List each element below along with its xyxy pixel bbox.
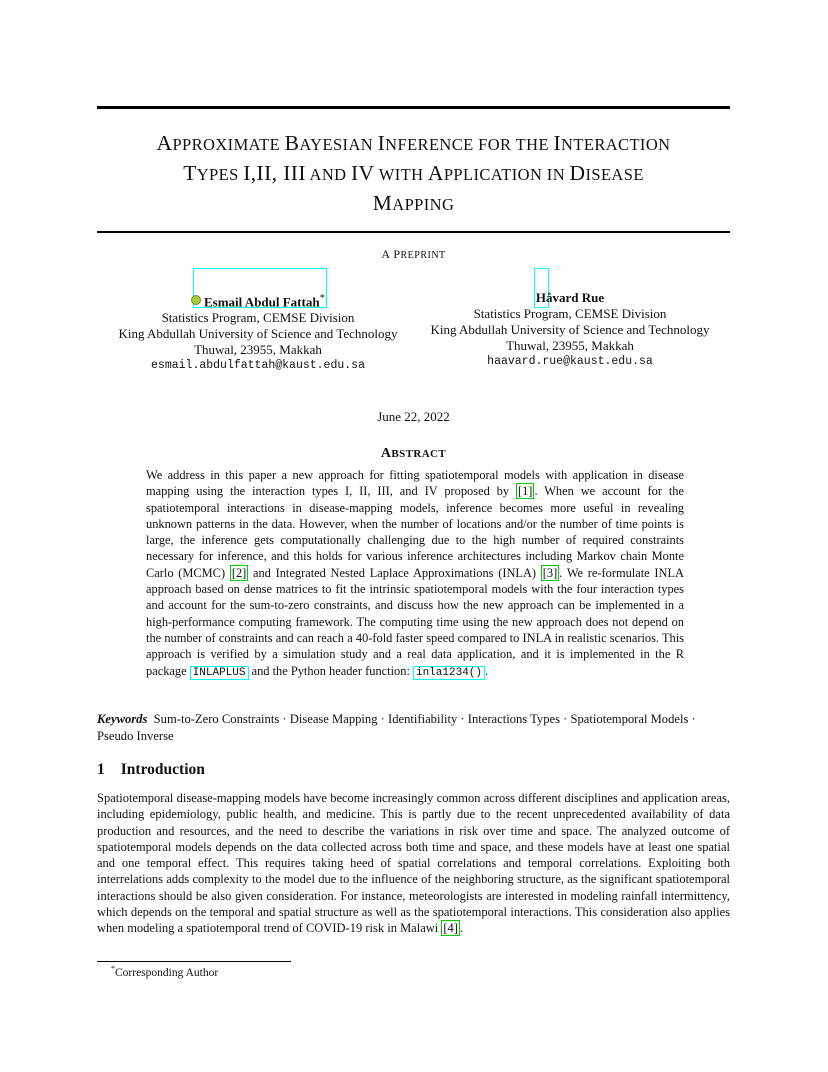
title-line-2: TYPES I,II, III AND IV WITH APPLICATION IN DISEASE bbox=[183, 161, 644, 185]
author-2-email[interactable]: haavard.rue@kaust.edu.sa bbox=[487, 355, 653, 368]
author-1-footnote-mark: * bbox=[319, 292, 325, 304]
abstract-heading: ABSTRACT bbox=[380, 446, 447, 461]
author-1-block bbox=[97, 290, 419, 374]
paper-title bbox=[97, 129, 730, 219]
author-1-address: Thuwal, 23955, Makkah bbox=[194, 342, 322, 358]
title-line-3: MAPPING bbox=[372, 191, 455, 215]
section-heading: 1 Introduction bbox=[97, 761, 205, 778]
keywords-label: Keywords bbox=[97, 712, 148, 726]
author-1-affiliation1: Statistics Program, CEMSE Division bbox=[161, 310, 355, 326]
abstract-text: We address in this paper a new approach for fitting spatiotemporal models with application in disease mapping using the interaction types I, II, III, and IV proposed by [1] . When we account for the spatiotemporal interactions in disease-mapping models, inference becomes more useful in revealing unknown patterns in the data. However, when the number of locations and/or the number of time points is large, the inference gets computationally challenging due to the high number of required constraints necessary for inference, and this holds for various inference architectures including Markov chain Monte Carlo (MCMC) [2] and Integrated Nested Laplace Approximations (INLA) [3] . We re-formulate INLA approach based on dense matrices to fit the intrinsic spatiotemporal models with the four interaction types and account for the sum-to-zero constraints, and discuss how the new approach can be implemented in a high-performance computing framework. The computing time using the new approach does not depend on the number of constraints and can reach a 40-fold faster speed compared to INLA in realistic scenarios. This approach is verified by a simulation study and a real data application, and it is implemented in the R package INLAPLUS and the Python header function: inla1234() . bbox=[146, 468, 684, 679]
footnote-rule bbox=[97, 961, 291, 962]
orcid-icon[interactable] bbox=[191, 295, 201, 305]
author-2-address: Thuwal, 23955, Makkah bbox=[506, 338, 634, 353]
author-1-email[interactable]: esmail.abdulfattah@kaust.edu.sa bbox=[151, 359, 365, 373]
introduction-paragraph: Spatiotemporal disease-mapping models have become increasingly common across different disciplines and application areas, including epidemiology, public health, and medicine. This is partly due to the recent unprecedented availability of data production and resources, and the need to describe the variations in risk over time and space. The analyzed outcome of spatiotemporal models depends on the data collected across both time and space, and these models have at least one spatial and one temporal effect. This requires taking heed of spatial correlations and temporal correlations. Exploiting both interrelations adds complexity to the model due to the influence of the neighboring structure, as the significant spatiotemporal interactions should be also given consideration. For instance, meteorologists are interested in modeling rainfall intermittency, which depends on the temporal and spatial structure as well as the spatiotemporal interactions. This consideration also applies when modeling a spatiotemporal trend of COVID-19 risk in Malawi [4] . bbox=[97, 791, 730, 936]
author-1-name[interactable]: Esmail Abdul Fattah bbox=[203, 294, 320, 310]
function-link[interactable]: inla1234() bbox=[413, 666, 485, 680]
package-link[interactable]: INLAPLUS bbox=[190, 666, 249, 680]
title-line-1: APPROXIMATE BAYESIAN INFERENCE FOR THE INTERACTION bbox=[156, 131, 671, 155]
paper-date: June 22, 2022 bbox=[377, 409, 450, 424]
author-1-affiliation2: King Abdullah University of Science and Technology bbox=[118, 326, 398, 342]
keywords-text: Sum-to-Zero Constraints · Disease Mapping · Identifiability · Interactions Types · Spatiotemporal Models · Pseudo Inverse bbox=[97, 712, 696, 743]
keywords bbox=[97, 711, 730, 744]
citation-link[interactable]: [1] bbox=[517, 484, 533, 499]
author-2-name[interactable]: Håvard Rue bbox=[535, 290, 605, 305]
citation-link[interactable]: [4] bbox=[443, 921, 458, 936]
citation-link[interactable]: [3] bbox=[542, 565, 558, 580]
author-2-block bbox=[414, 290, 726, 370]
title-bottom-rule bbox=[97, 231, 730, 233]
top-rule bbox=[97, 106, 730, 109]
author-2-affiliation1: Statistics Program, CEMSE Division bbox=[473, 306, 667, 321]
footnote: *Corresponding Author bbox=[111, 964, 219, 979]
preprint-label: A PREPRINT bbox=[381, 247, 446, 261]
author-2-affiliation2: King Abdullah University of Science and Technology bbox=[430, 322, 710, 337]
citation-link[interactable]: [2] bbox=[231, 565, 247, 580]
